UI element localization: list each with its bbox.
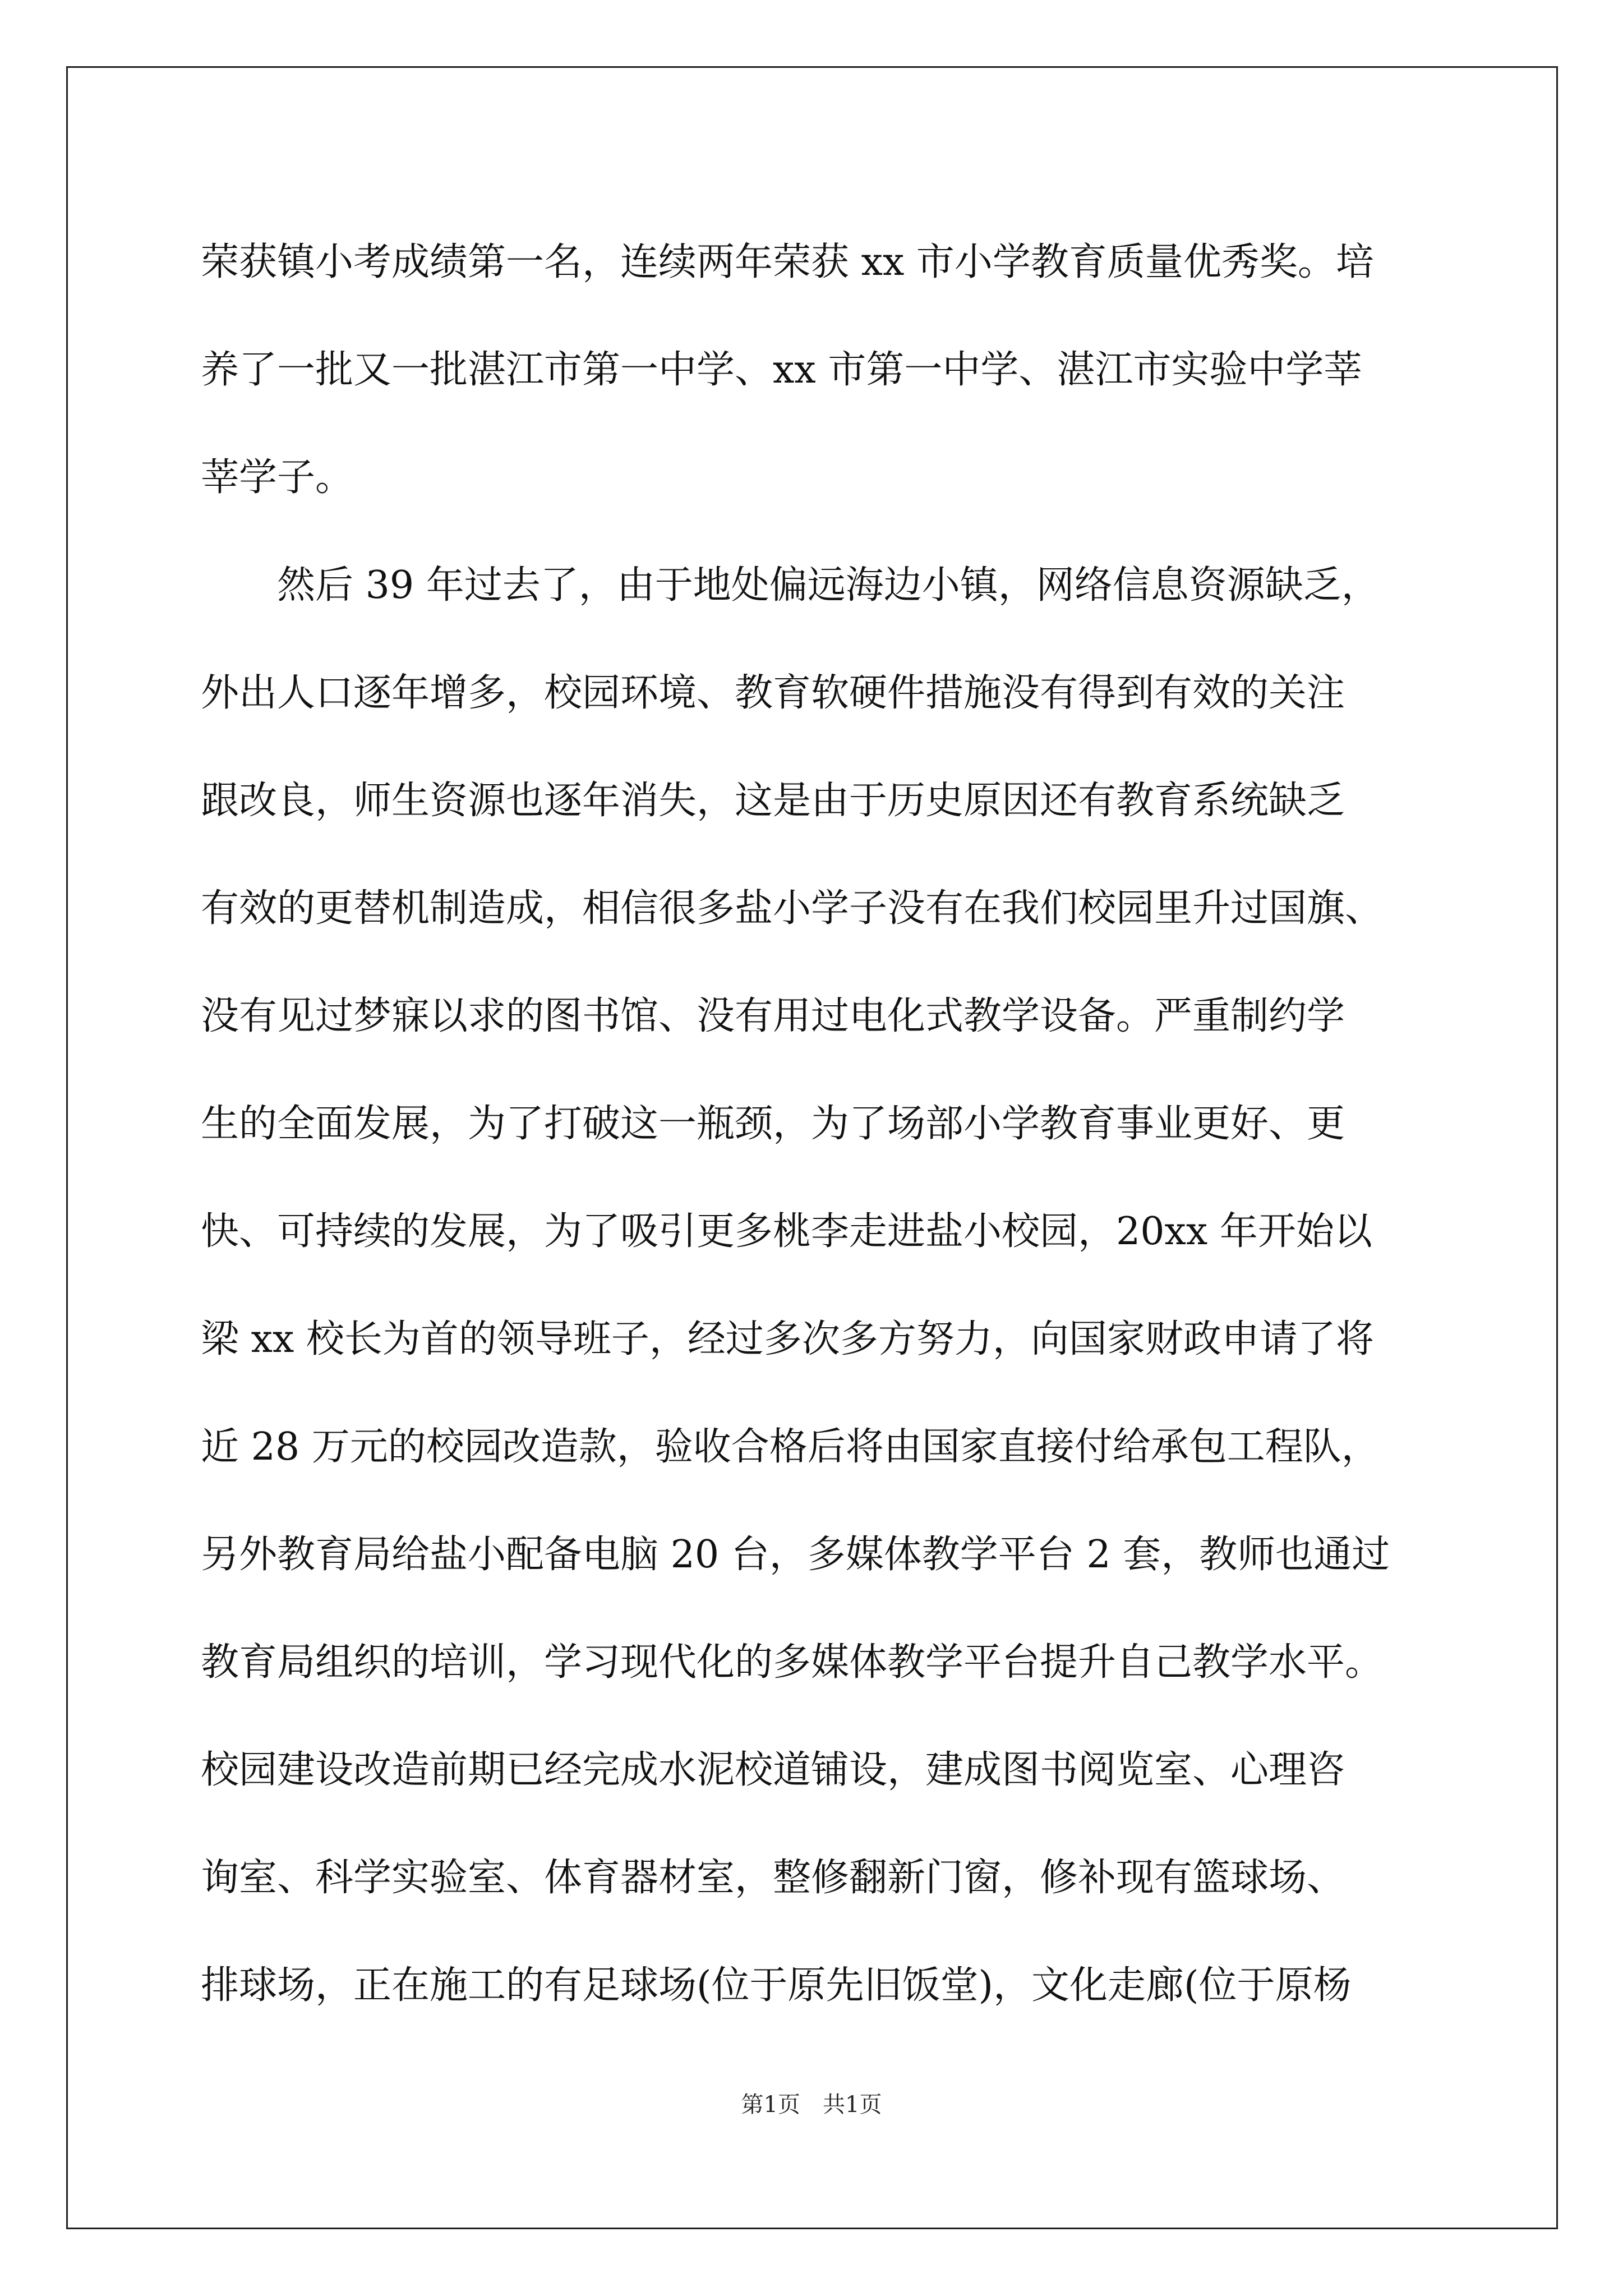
text-line: 养了一批又一批湛江市第一中学、xx 市第一中学、湛江市实验中学莘 <box>201 348 1362 392</box>
text-line: 教育局组织的培训，学习现代化的多媒体教学平台提升自己教学水平。 <box>201 1640 1384 1685</box>
text-line: 近 28 万元的校园改造款，验收合格后将由国家直接付给承包工程队， <box>201 1425 1380 1469</box>
text-line: 快、可持续的发展，为了吸引更多桃李走进盐小校园，20xx 年开始以 <box>201 1209 1372 1254</box>
text-line: 询室、科学实验室、体育器材室，整修翻新门窗，修补现有篮球场、 <box>201 1856 1345 1900</box>
text-line: 生的全面发展，为了打破这一瓶颈，为了场部小学教育事业更好、更 <box>201 1102 1345 1146</box>
text-line: 跟改良，师生资源也逐年消失，这是由于历史原因还有教育系统缺乏 <box>201 779 1345 823</box>
text-line: 排球场，正在施工的有足球场(位于原先旧饭堂)，文化走廊(位于原杨 <box>201 1963 1352 2008</box>
text-line: 没有见过梦寐以求的图书馆、没有用过电化式教学设备。严重制约学 <box>201 994 1345 1038</box>
page-footer: 第1页 共1页 <box>741 2092 882 2118</box>
text-line: 荣获镇小考成绩第一名，连续两年荣获 xx 市小学教育质量优秀奖。培 <box>201 240 1374 284</box>
text-line: 然后 39 年过去了，由于地处偏远海边小镇，网络信息资源缺乏， <box>201 563 1380 608</box>
document-body <box>201 209 1435 2040</box>
text-line: 外出人口逐年增多，校园环境、教育软硬件措施没有得到有效的关注 <box>201 671 1345 715</box>
text-line: 另外教育局给盐小配备电脑 20 台，多媒体教学平台 2 套，教师也通过 <box>201 1533 1390 1577</box>
text-line: 梁 xx 校长为首的领导班子，经过多次多方努力，向国家财政申请了将 <box>201 1317 1374 1361</box>
text-line: 莘学子。 <box>201 455 354 500</box>
text-line: 校园建设改造前期已经完成水泥校道铺设，建成图书阅览室、心理咨 <box>201 1748 1345 1792</box>
text-line: 有效的更替机制造成，相信很多盐小学子没有在我们校园里升过国旗、 <box>201 886 1384 931</box>
